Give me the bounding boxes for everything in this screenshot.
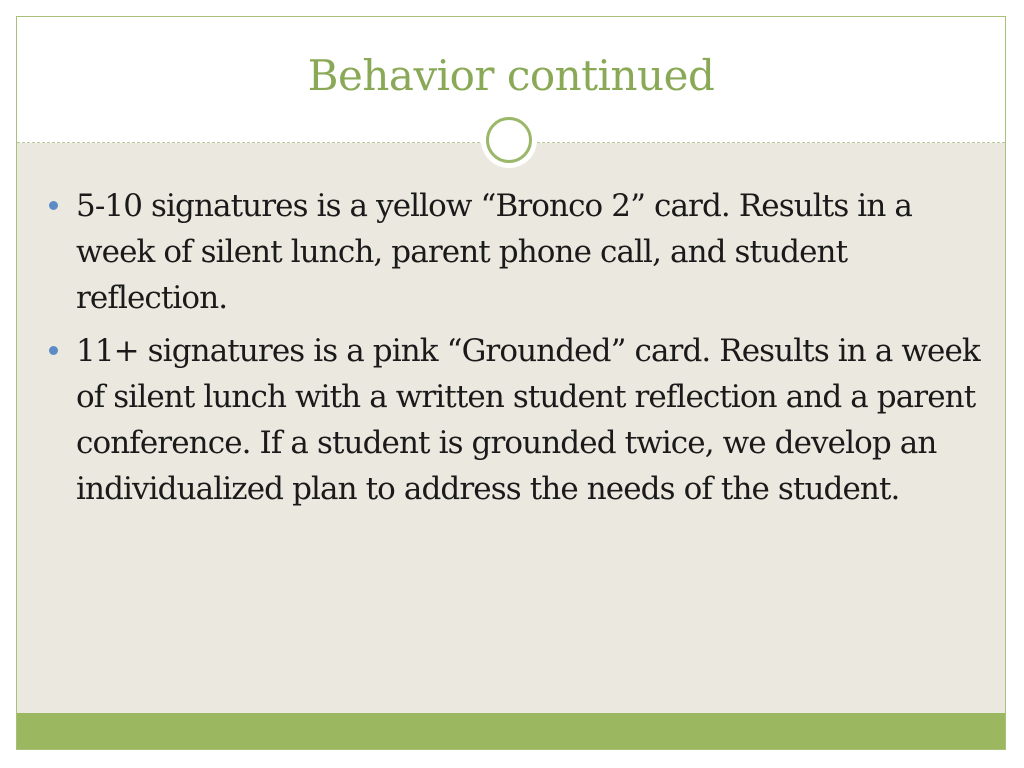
bullet-dot-icon	[49, 346, 58, 355]
slide	[16, 16, 1006, 750]
bullet-text: 5-10 signatures is a yellow “Bronco 2” card. Results in a week of silent lunch, parent phone call, and student reflection.	[76, 188, 912, 316]
bottom-accent-band	[17, 713, 1005, 749]
bullet-list	[45, 183, 985, 519]
bullet-dot-icon	[49, 201, 58, 210]
content-area	[17, 143, 1005, 713]
slide-title: Behavior continued	[307, 51, 715, 100]
circle-ornament-icon	[483, 114, 535, 166]
bullet-item	[45, 183, 985, 321]
bullet-item	[45, 328, 985, 512]
bullet-text: 11+ signatures is a pink “Grounded” card. Results in a week of silent lunch with a written student reflection and a parent conference. If a student is grounded twice, we develop an individualized plan to address the needs of the student.	[76, 333, 980, 507]
